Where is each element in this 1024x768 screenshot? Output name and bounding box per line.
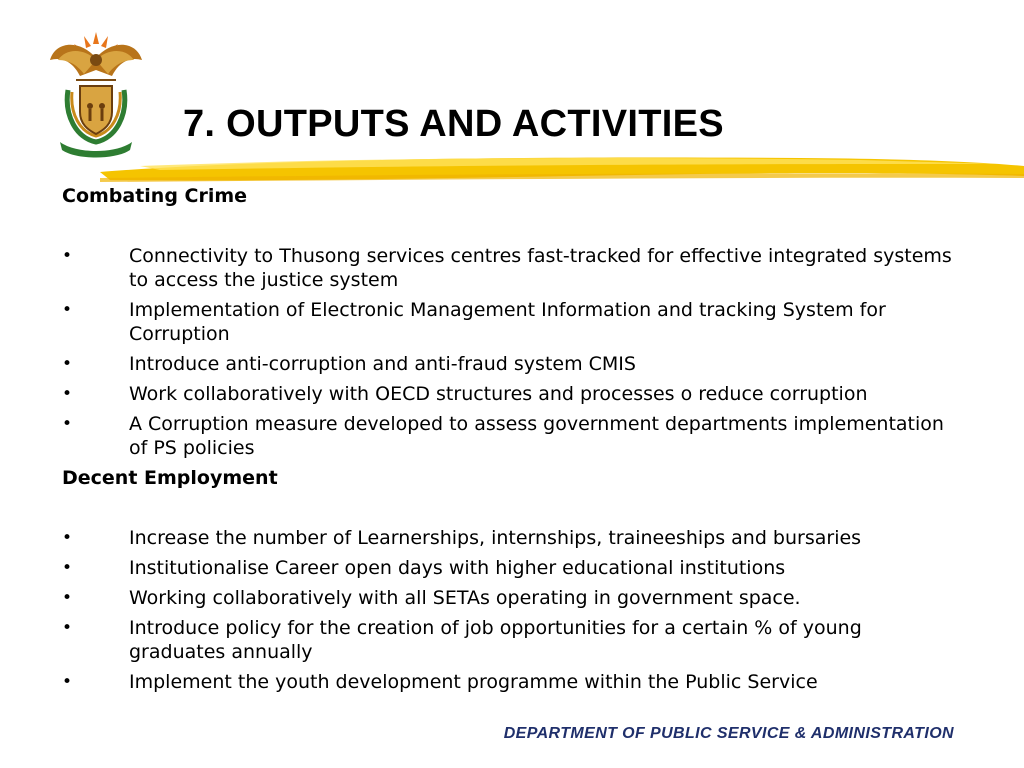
list-item: • Introduce policy for the creation of job opportunities for a certain % of young graduates annually [62, 617, 862, 663]
section-heading: Decent Employment [62, 467, 278, 489]
bullet-icon: • [62, 246, 73, 266]
bullet-icon: • [62, 354, 73, 374]
list-item: • A Corruption measure developed to assess government departments implementation of PS policies [62, 413, 944, 459]
section-heading: Combating Crime [62, 185, 248, 207]
list-item: • Implement the youth development programme within the Public Service [62, 671, 818, 693]
bullet-icon: • [62, 588, 73, 608]
page-title: 7. OUTPUTS AND ACTIVITIES [183, 103, 724, 145]
bullet-list [62, 244, 962, 460]
bullet-icon: • [62, 672, 73, 692]
bullet-icon: • [62, 414, 73, 434]
bullet-icon: • [62, 618, 73, 638]
bullet-icon: • [62, 300, 73, 320]
list-item: • Working collaboratively with all SETAs operating in government space. [62, 587, 801, 609]
bullet-list [62, 526, 962, 694]
list-item: • Institutionalise Career open days with higher educational institutions [62, 557, 786, 579]
bullet-icon: • [62, 558, 73, 578]
list-item: • Work collaboratively with OECD structures and processes o reduce corruption [62, 383, 868, 405]
footer-department-name: DEPARTMENT OF PUBLIC SERVICE & ADMINISTRATION [503, 725, 954, 742]
bullet-icon: • [62, 528, 73, 548]
content-body [62, 184, 962, 700]
list-item: • Introduce anti-corruption and anti-fraud system CMIS [62, 353, 636, 375]
bullet-icon: • [62, 384, 73, 404]
list-item: • Increase the number of Learnerships, internships, traineeships and bursaries [62, 527, 862, 549]
coat-of-arms-logo [46, 30, 146, 158]
list-item: • Implementation of Electronic Management Information and tracking System for Corruption [62, 299, 886, 345]
list-item: • Connectivity to Thusong services centres fast-tracked for effective integrated systems to access the justice system [62, 245, 952, 291]
